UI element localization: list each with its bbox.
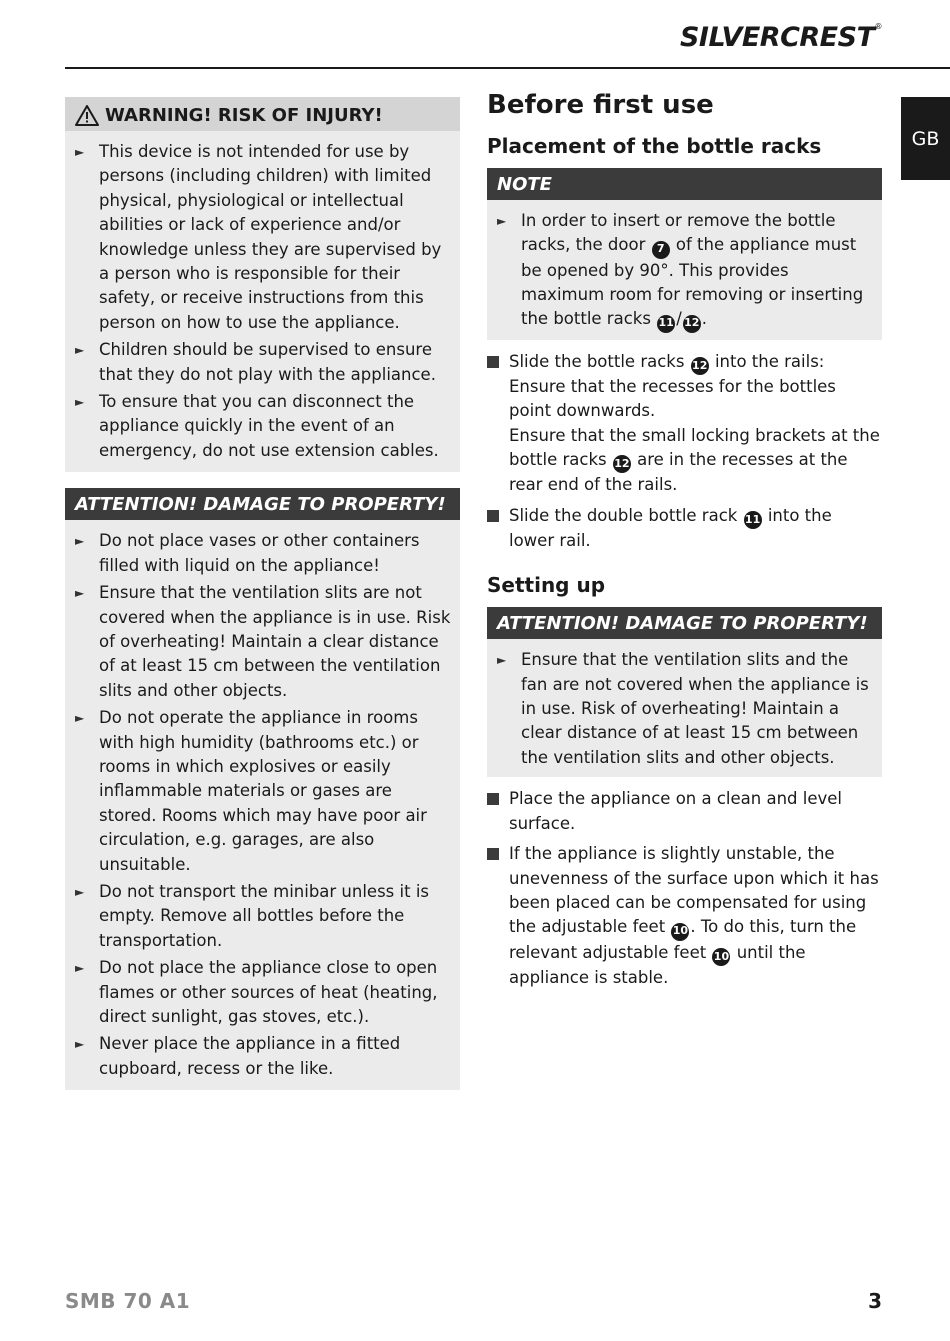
left-column [65, 97, 460, 1106]
part-number-badge: 10 [671, 923, 689, 941]
warning-triangle-icon [75, 105, 99, 126]
attention-list [65, 520, 460, 1081]
part-number-badge: 10 [712, 948, 730, 966]
list-item: ► Ensure that the ventilation slits are not covered when the appliance is in use. Risk of overheating! Maintain a clear distance of at least 15 cm between the ventilation slits and other objects. [75, 581, 452, 703]
setup-attention-box [487, 607, 882, 777]
step-item: If the appliance is slightly unstable, the unevenness of the surface upon which it has been placed can be compensated for using the adjustable feet 10 . To do this, turn the relevant adjustable feet 10 until the appliance is stable. [487, 842, 882, 990]
step-item: Slide the bottle racks 12 into the rails: Ensure that the recesses for the bottles point downwards. Ensure that the small locking brackets at the bottle racks 12 are in the recesses at the rear end of the rails. [487, 350, 882, 498]
setup-heading: Setting up [487, 573, 606, 598]
list-item: ► Do not place the appliance close to open flames or other sources of heat (heating, direct sunlight, gas stoves, etc.). [75, 956, 452, 1029]
placement-steps [487, 350, 882, 554]
step-item: Place the appliance on a clean and level surface. [487, 787, 882, 836]
page-number: 3 [868, 1289, 882, 1313]
part-number-badge: 11 [744, 511, 762, 529]
list-item: ► Do not transport the minibar unless it is empty. Remove all bottles before the transportation. [75, 880, 452, 953]
part-number-badge: 12 [691, 357, 709, 375]
part-number-badge: 12 [613, 455, 631, 473]
warning-list [65, 131, 460, 463]
header-rule [65, 67, 950, 69]
list-item: ► Do not place vases or other containers filled with liquid on the appliance! [75, 529, 452, 578]
placement-heading: Placement of the bottle racks [487, 134, 822, 158]
list-item: ► Ensure that the ventilation slits and the fan are not covered when the appliance is in use. Risk of overheating! Maintain a clear distance of at least 15 cm between the ventilation slits and other objects. [497, 648, 874, 770]
list-item: ► Never place the appliance in a fitted cupboard, recess or the like. [75, 1032, 452, 1081]
attention-header: ATTENTION! DAMAGE TO PROPERTY! [65, 488, 460, 520]
setup-steps [487, 787, 882, 990]
part-number-badge: 7 [652, 241, 670, 259]
list-item: ► To ensure that you can disconnect the appliance quickly in the event of an emergency, do not use extension cables. [75, 390, 452, 463]
list-item: ► In order to insert or remove the bottle racks, the door 7 of the appliance must be opened by 90°. This provides maximum room for removing or inserting the bottle racks 11 / 12 . [497, 209, 874, 333]
list-item: ► Do not operate the appliance in rooms with high humidity (bathrooms etc.) or rooms in which explosives or easily inflammable materials or gases are stored. Rooms which may have poor air circulation, e.g. garages, are also unsuitable. [75, 706, 452, 877]
note-box [487, 168, 882, 340]
right-column [487, 90, 882, 996]
setup-attention-header: ATTENTION! DAMAGE TO PROPERTY! [487, 607, 882, 639]
note-header: NOTE [487, 168, 882, 200]
brand-logo: SILVERCREST® [679, 22, 882, 53]
attention-box [65, 488, 460, 1090]
step-item: Slide the double bottle rack 11 into the lower rail. [487, 504, 882, 554]
warning-header [65, 97, 460, 131]
setup-attention-list [487, 639, 882, 770]
section-title: Before first use [487, 90, 714, 120]
list-item: ► Children should be supervised to ensure that they do not play with the appliance. [75, 338, 452, 387]
warning-box [65, 97, 460, 472]
footer-model: SMB 70 A1 [65, 1289, 191, 1313]
note-list [487, 200, 882, 333]
list-item: ► This device is not intended for use by persons (including children) with limited physical, physiological or intellectual abilities or lack of experience and/or knowledge unless they are supervised by a person who is responsible for their safety, or receive instructions from this person on how to use the appliance. [75, 140, 452, 335]
part-number-badge: 11 [657, 315, 675, 333]
part-number-badge: 12 [683, 315, 701, 333]
language-tab: GB [901, 97, 950, 180]
warning-title: WARNING! RISK OF INJURY! [105, 105, 383, 126]
